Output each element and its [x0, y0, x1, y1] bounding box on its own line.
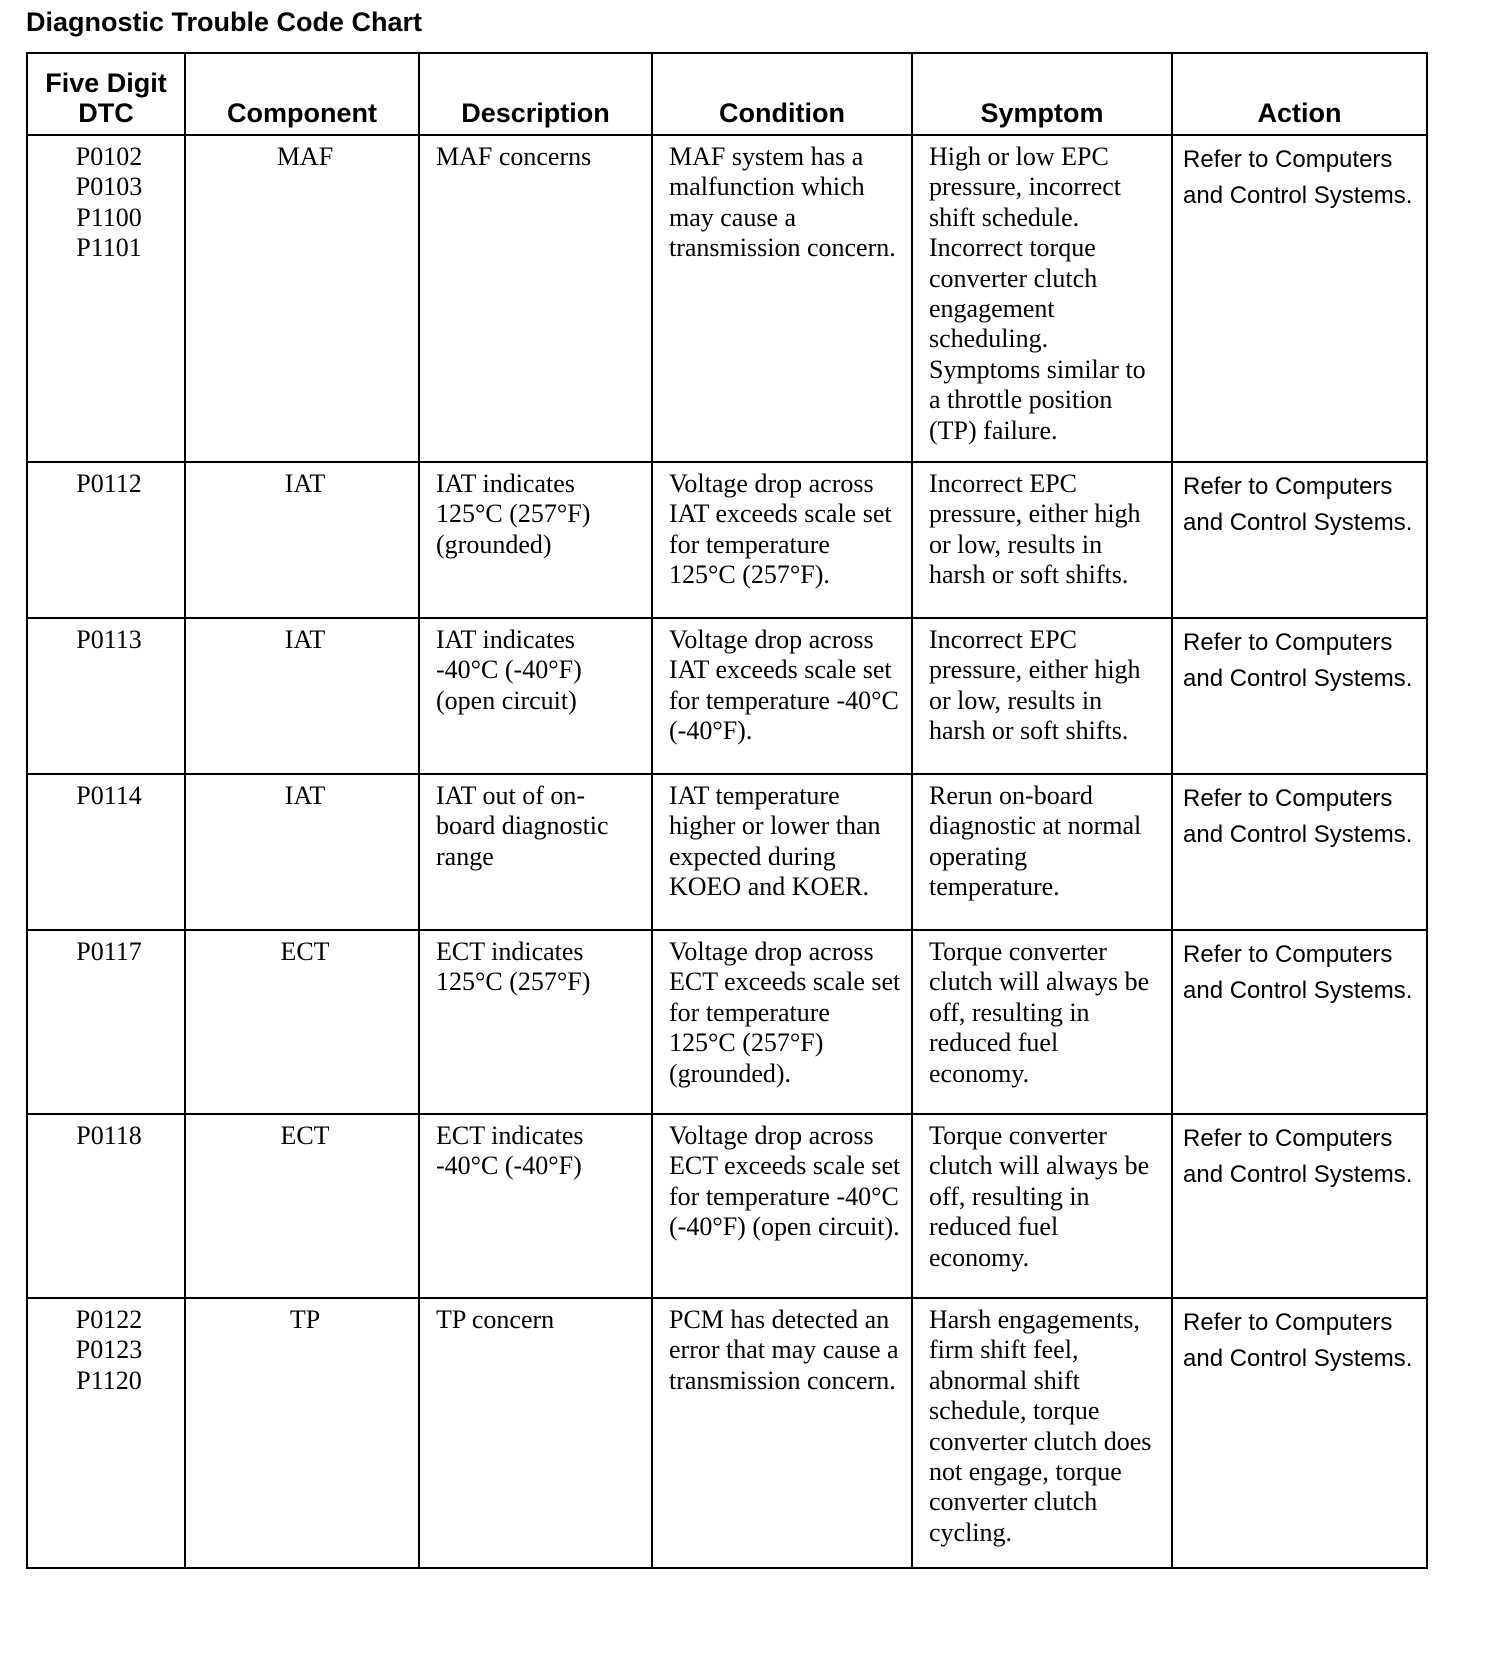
description-cell: ECT indicates -40°C (-40°F) — [419, 1114, 652, 1298]
condition-cell: Voltage drop across IAT exceeds scale set for temperature -40°C (-40°F). — [652, 618, 912, 774]
col-header-component: Component — [185, 53, 419, 135]
condition-cell: Voltage drop across ECT exceeds scale set for temperature -40°C (-40°F) (open circuit). — [652, 1114, 912, 1298]
component-cell: TP — [185, 1298, 419, 1568]
component-cell: ECT — [185, 1114, 419, 1298]
dtc-code: P1101 — [76, 233, 142, 263]
symptom-cell: Torque converter clutch will always be off, resulting in reduced fuel economy. — [912, 930, 1172, 1114]
dtc-code: P0118 — [76, 1121, 142, 1150]
description-cell: IAT out of on-board diagnostic range — [419, 774, 652, 930]
table-row — [27, 462, 1427, 618]
condition-cell: Voltage drop across IAT exceeds scale set for temperature 125°C (257°F). — [652, 462, 912, 618]
component-cell: IAT — [185, 774, 419, 930]
dtc-cell — [27, 930, 185, 1114]
dtc-cell — [27, 462, 185, 618]
page-title: Diagnostic Trouble Code Chart — [26, 7, 423, 37]
condition-cell: Voltage drop across ECT exceeds scale set for temperature 125°C (257°F) (grounded). — [652, 930, 912, 1114]
dtc-cell — [27, 618, 185, 774]
symptom-cell: Rerun on-board diagnostic at normal operating temperature. — [912, 774, 1172, 930]
dtc-code: P0117 — [76, 937, 142, 966]
symptom-cell: Torque converter clutch will always be off, resulting in reduced fuel economy. — [912, 1114, 1172, 1298]
action-cell: Refer to Computers and Control Systems. — [1172, 1298, 1427, 1568]
header-row — [27, 53, 1427, 135]
dtc-table — [26, 52, 1428, 1569]
description-cell: IAT indicates 125°C (257°F) (grounded) — [419, 462, 652, 618]
dtc-code: P0122 — [75, 1305, 143, 1334]
dtc-code: P0103 — [75, 172, 143, 202]
action-cell: Refer to Computers and Control Systems. — [1172, 1114, 1427, 1298]
dtc-cell — [27, 1298, 185, 1568]
action-cell: Refer to Computers and Control Systems. — [1172, 930, 1427, 1114]
dtc-cell — [27, 135, 185, 462]
dtc-code: P0112 — [76, 469, 142, 498]
component-cell: IAT — [185, 462, 419, 618]
condition-cell: MAF system has a malfunction which may cause a transmission concern. — [652, 135, 912, 462]
dtc-code: P0114 — [76, 781, 142, 810]
description-cell: TP concern — [419, 1298, 652, 1568]
dtc-code: P0123 — [75, 1335, 143, 1365]
description-cell: ECT indicates 125°C (257°F) — [419, 930, 652, 1114]
action-cell: Refer to Computers and Control Systems. — [1172, 462, 1427, 618]
table-row — [27, 618, 1427, 774]
action-cell: Refer to Computers and Control Systems. — [1172, 774, 1427, 930]
table-row — [27, 774, 1427, 930]
description-cell: IAT indicates -40°C (-40°F) (open circuit) — [419, 618, 652, 774]
dtc-code: P1100 — [76, 202, 142, 232]
component-cell: IAT — [185, 618, 419, 774]
col-header-symptom: Symptom — [912, 53, 1172, 135]
table-row — [27, 1298, 1427, 1568]
table-row — [27, 135, 1427, 462]
dtc-code: P0113 — [76, 625, 142, 654]
dtc-code: P1120 — [76, 1365, 142, 1395]
dtc-cell — [27, 774, 185, 930]
col-header-condition: Condition — [652, 53, 912, 135]
table-row — [27, 1114, 1427, 1298]
symptom-cell: Harsh engagements, firm shift feel, abnormal shift schedule, torque converter clutch does not engage, torque converter clutch cycling. — [912, 1298, 1172, 1568]
action-cell: Refer to Computers and Control Systems. — [1172, 135, 1427, 462]
table-row — [27, 930, 1427, 1114]
dtc-code: P0102 — [75, 142, 143, 171]
component-cell: MAF — [185, 135, 419, 462]
description-cell: MAF concerns — [419, 135, 652, 462]
symptom-cell: Incorrect EPC pressure, either high or low, results in harsh or soft shifts. — [912, 462, 1172, 618]
col-header-dtc: Five Digit DTC — [27, 53, 185, 135]
col-header-action: Action — [1172, 53, 1427, 135]
dtc-cell — [27, 1114, 185, 1298]
component-cell: ECT — [185, 930, 419, 1114]
symptom-cell: High or low EPC pressure, incorrect shift schedule. Incorrect torque converter clutch engagement scheduling. Symptoms similar to a throttle position (TP) failure. — [912, 135, 1172, 462]
condition-cell: IAT temperature higher or lower than expected during KOEO and KOER. — [652, 774, 912, 930]
symptom-cell: Incorrect EPC pressure, either high or low, results in harsh or soft shifts. — [912, 618, 1172, 774]
condition-cell: PCM has detected an error that may cause a transmission concern. — [652, 1298, 912, 1568]
action-cell: Refer to Computers and Control Systems. — [1172, 618, 1427, 774]
col-header-description: Description — [419, 53, 652, 135]
